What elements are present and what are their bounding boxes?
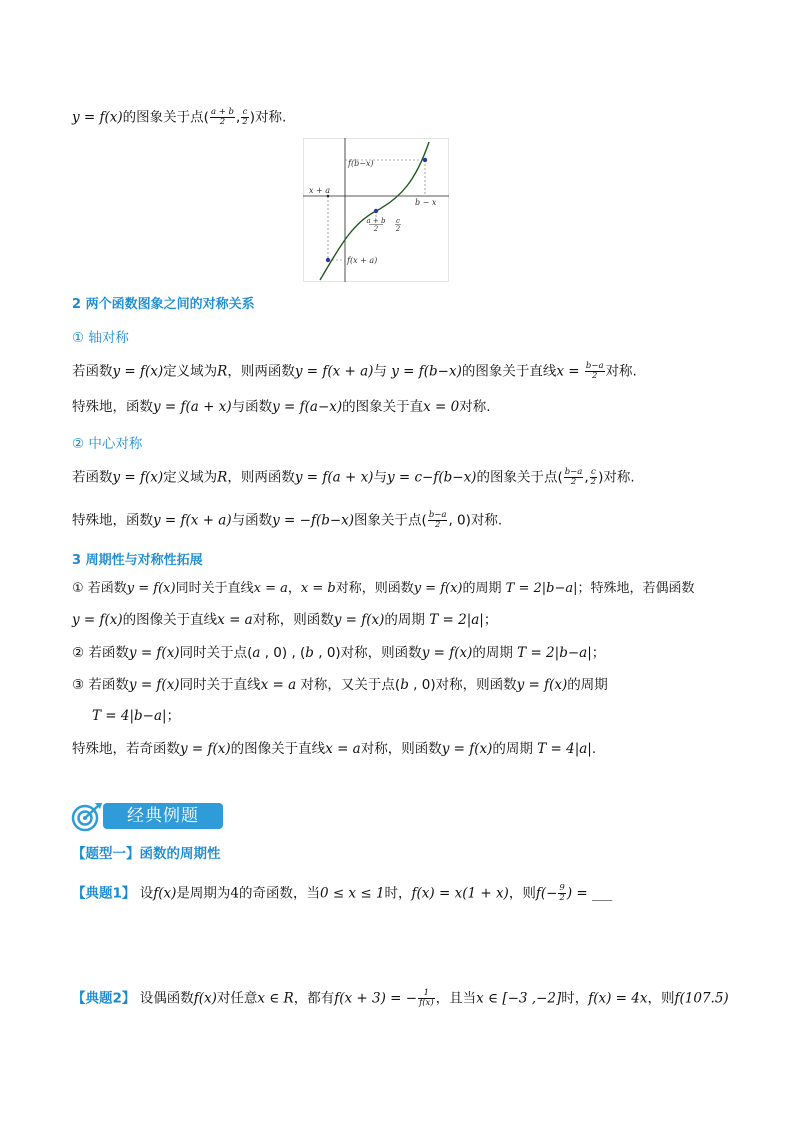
target-icon — [70, 800, 104, 834]
axis-line-2: 特殊地，函数y = f(a + x)与函数y = f(a−x)的图象关于直x = 0对称. — [72, 399, 491, 415]
period-line-2: ② 若函数y = f(x)同时关于点(a , 0) , (b , 0)对称，则函数y = f(x)的周期 T = 2|b−a|； — [72, 645, 606, 661]
center-symmetry-title: ② 中心对称 — [72, 436, 143, 452]
fraction: $\frac{a + b}{2}$ — [210, 107, 234, 127]
period-line-1a: ① 若函数y = f(x)同时关于直线x = a，x = b对称，则函数y = f(x)的周期 T = 2|b−a|；特殊地，若偶函数 — [72, 581, 695, 596]
center-line-1: 若函数y = f(x)定义域为R，则两函数y = f(a + x)与y = c−f(b−x)的图象关于点( $\frac{b-a}{2}$ , $\frac{c}{2}$ )对称. — [72, 467, 635, 487]
tick-dot — [327, 195, 330, 198]
label-center-num1: a + b — [366, 217, 386, 225]
type-1-title: 【题型一】函数的周期性 — [72, 846, 221, 862]
period-line-3b: T = 4|b−a|； — [92, 708, 181, 724]
text: 的图象关于点( — [122, 109, 209, 126]
period-line-4: 特殊地，若奇函数y = f(x)的图像关于直线x = a对称，则函数y = f(x)的周期 T = 4|a|. — [72, 741, 597, 757]
label-center-den1: 2 — [373, 225, 379, 233]
example-1: 【典题1】 设f(x)是周期为4的奇函数，当0 ≤ x ≤ 1时，f(x) = x(1 + x)，则f(− $\frac{9}{2}$ ) = ___ — [72, 883, 613, 903]
example-1-tag: 【典题1】 — [72, 885, 136, 902]
fraction: $\frac{b-a}{2}$ — [585, 361, 604, 381]
fraction: $\frac{1}{f(x)}$ — [419, 988, 434, 1008]
period-line-1b: y = f(x)的图像关于直线x = a对称，则函数y = f(x)的周期 T = 2|a|； — [72, 612, 498, 628]
label-f-x-plus-a: f(x + a) — [347, 256, 378, 265]
fraction: $\frac{c}{2}$ — [242, 107, 248, 127]
intro-line: y = f(x)的图象关于点( $\frac{a + b}{2}$ , $\frac{c}{2}$ )对称. — [72, 107, 287, 127]
axis-line-1: 若函数y = f(x)定义域为R，则两函数y = f(x + a)与 y = f(b−x)的图象关于直线x = $\frac{b-a}{2}$ 对称. — [72, 361, 637, 381]
example-2-tag: 【典题2】 — [72, 990, 136, 1007]
math: y = f(x) — [72, 109, 123, 126]
label-center-num2: c — [396, 217, 400, 225]
section-2-title: 2 两个函数图象之间的对称关系 — [72, 297, 255, 312]
axis-symmetry-title: ① 轴对称 — [72, 330, 129, 346]
point-center — [374, 209, 378, 213]
period-line-3a: ③ 若函数y = f(x)同时关于直线x = a 对称，又关于点(b , 0)对称，则函数y = f(x)的周期 — [72, 677, 608, 693]
symmetry-graph — [303, 138, 449, 282]
classic-examples-banner: 经典例题 — [103, 803, 223, 829]
center-line-2: 特殊地，函数y = f(x + a)与函数y = −f(b−x)图象关于点( $\frac{b-a}{2}$ , 0)对称. — [72, 510, 503, 530]
label-f-b-minus-x: f(b−x) — [348, 159, 374, 168]
example-2: 【典题2】 设偶函数f(x)对任意x ∈ R，都有f(x + 3) = − $\frac{1}{f(x)}$ ，且当x ∈ [−3 ,−2]时，f(x) = 4x，则f(107.5) — [72, 988, 729, 1008]
point-upper — [423, 158, 427, 162]
label-b-minus-x: b − x — [415, 198, 437, 207]
label-center-den2: 2 — [395, 225, 401, 233]
fraction: $\frac{b-a}{2}$ — [564, 467, 583, 487]
label-x-plus-a: x + a — [309, 186, 331, 195]
fraction: $\frac{9}{2}$ — [559, 883, 565, 903]
fraction: $\frac{c}{2}$ — [590, 467, 597, 487]
fraction: $\frac{b-a}{2}$ — [428, 510, 447, 530]
text: )对称. — [249, 109, 287, 126]
section-3-title: 3 周期性与对称性拓展 — [72, 553, 203, 568]
point-lower — [326, 258, 330, 262]
